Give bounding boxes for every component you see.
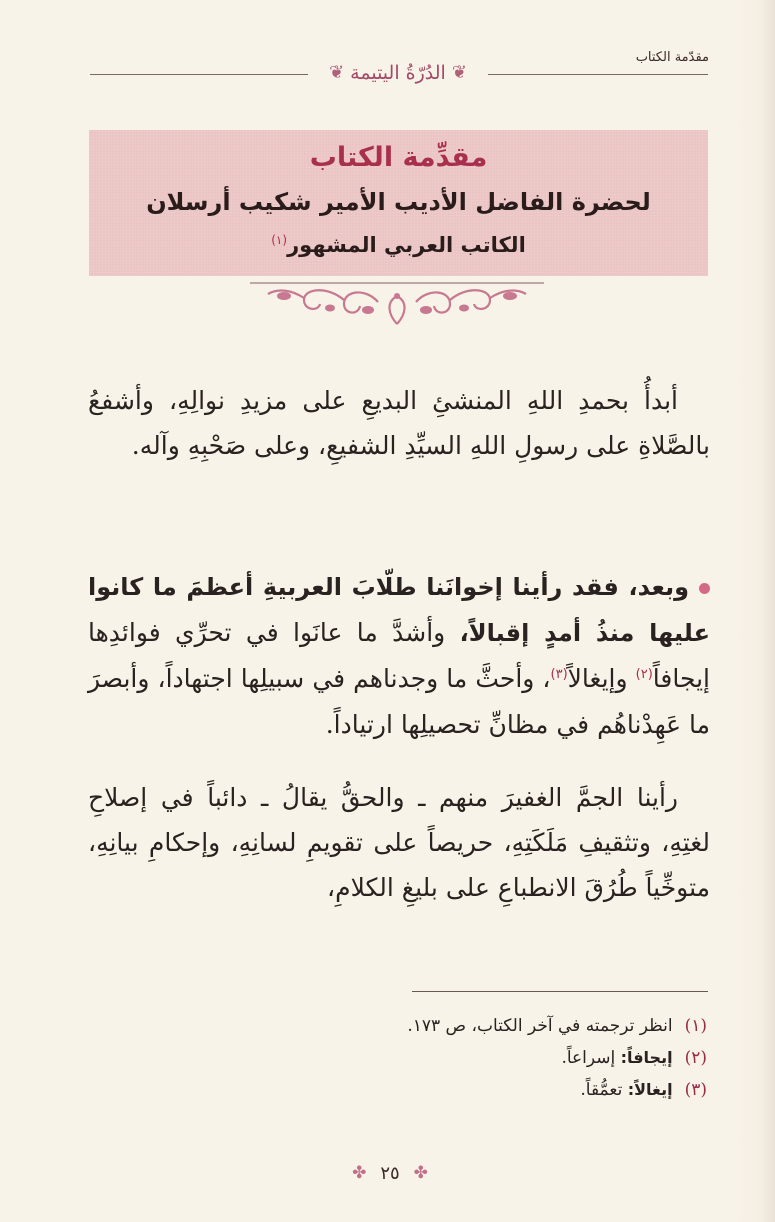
chapter-subtitle: لحضرة الفاضل الأديب الأمير شكيب أرسلان: [146, 188, 651, 216]
footnote-item: (١)انظر ترجمته في آخر الكتاب، ص ١٧٣.: [407, 1016, 707, 1036]
footnote-item: (٢)إيجافاً: إسراعاً.: [561, 1048, 707, 1068]
floral-ornament-icon: ❦: [451, 62, 467, 83]
footnote-separator: [412, 991, 708, 992]
paragraph-2: وبعد، فقد رأينا إخوانَنا طلّابَ العربيةِ أعظمَ ما كانوا عليها منذُ أمدٍ إقبالاً، وأشدَّ ما عانَوا في تحرِّي فوائدِها إيجافاً$^{(٢)}$ وإيغالاً$^{(٣)}$، وأحثَّ ما وجدناهم في سبيلِها اجتهاداً، وأبصرَ ما عَهِدْناهُم في مظانِّ تحصيلِها ارتياداً.: [88, 573, 711, 739]
bullet-icon: [699, 583, 710, 594]
fleur-ornament-icon: ✤: [352, 1163, 367, 1183]
footnotes: [87, 1010, 707, 1106]
floral-ornament-icon: ❦: [329, 62, 345, 83]
footnote-ref[interactable]: (٣): [550, 667, 568, 682]
header-ornament: [308, 56, 488, 90]
chapter-title-box: [89, 130, 708, 276]
chapter-subtitle-2: الكاتب العربي المشهور$^{(١)}$: [271, 233, 526, 257]
chapter-title: مقدِّمة الكتاب: [309, 142, 488, 173]
footnote-ref[interactable]: (١): [271, 233, 288, 247]
scroll-ornament-icon: [248, 280, 546, 330]
page-number: ✤ ٢٥ ✤: [352, 1162, 428, 1184]
footnote-item: (٣)إيغالاً: تعمُّقاً.: [580, 1080, 707, 1100]
paragraph-3: رأينا الجمَّ الغفيرَ منهم ـ والحقُّ يقالُ ـ دائباً في إصلاحِ لغتِهِ، وتثقيفِ مَلَكَتِهِ، حريصاً على تقويمِ لسانِهِ، وإحكامِ بيانِهِ، متوخِّياً طُرُقَ الانطباعِ على بليغِ الكلامِ،: [88, 783, 710, 902]
fleur-ornament-icon: ✤: [413, 1163, 428, 1183]
book-name: الدُرّةُ اليتيمة: [350, 62, 446, 84]
paragraph-1: أبدأُ بحمدِ اللهِ المنشئِ البديعِ على مزيدِ نوالِهِ، وأشفعُ بالصَّلاةِ على رسولِ اللهِ السيِّدِ الشفيعِ، وعلى صَحْبِهِ وآله.: [88, 386, 710, 460]
footnote-ref[interactable]: (٢): [635, 667, 653, 682]
running-header-title: مقدّمة الكتاب: [635, 50, 709, 65]
